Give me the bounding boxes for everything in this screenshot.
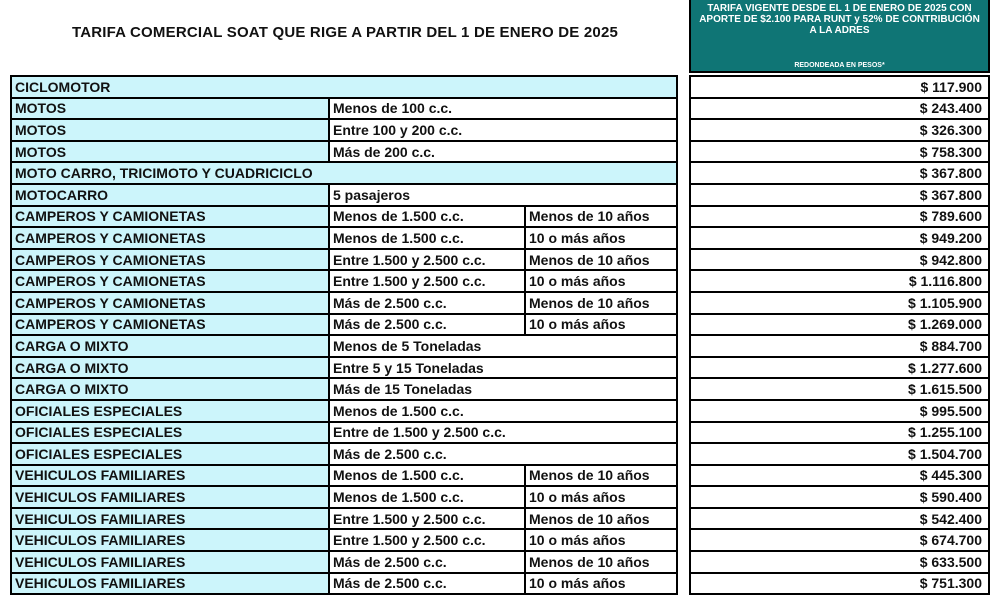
price-table [689,75,990,595]
spec-cell: Menos de 1.500 c.c. [329,227,525,249]
age-cell: 10 o más años [525,486,677,508]
vehicle-type-cell: CARGA O MIXTO [11,378,329,400]
spec-cell: Menos de 1.500 c.c. [329,206,525,228]
table-row [11,335,677,357]
price-cell: $ 326.300 [690,119,989,141]
spec-cell: Menos de 1.500 c.c. [329,400,677,422]
age-cell: 10 o más años [525,270,677,292]
vehicle-type-cell: CAMPEROS Y CAMIONETAS [11,249,329,271]
spec-cell: Menos de 100 c.c. [329,98,677,120]
table-row [11,378,677,400]
price-cell: $ 942.800 [690,249,989,271]
spec-cell: 5 pasajeros [329,184,677,206]
price-cell: $ 789.600 [690,206,989,228]
spec-cell: Entre 1.500 y 2.500 c.c. [329,270,525,292]
price-cell: $ 1.615.500 [690,378,989,400]
table-row [11,76,677,98]
price-row [690,508,989,530]
spec-cell: Más de 15 Toneladas [329,378,677,400]
table-row [11,551,677,573]
table-row [11,162,677,184]
price-cell: $ 884.700 [690,335,989,357]
age-cell: Menos de 10 años [525,465,677,487]
vehicle-type-cell: VEHICULOS FAMILIARES [11,486,329,508]
price-row [690,573,989,595]
spec-cell: Entre 100 y 200 c.c. [329,119,677,141]
spec-cell: Entre de 1.500 y 2.500 c.c. [329,422,677,444]
spec-cell: Entre 5 y 15 Toneladas [329,357,677,379]
age-cell: Menos de 10 años [525,551,677,573]
price-row [690,76,989,98]
price-row [690,162,989,184]
table-row [11,486,677,508]
table-row [11,141,677,163]
price-row [690,184,989,206]
spec-cell: Más de 2.500 c.c. [329,573,525,595]
tariff-column-header [689,0,990,73]
spec-cell: Entre 1.500 y 2.500 c.c. [329,249,525,271]
price-row [690,335,989,357]
vehicle-type-cell: CARGA O MIXTO [11,335,329,357]
price-cell: $ 1.105.900 [690,292,989,314]
vehicle-type-cell: CAMPEROS Y CAMIONETAS [11,206,329,228]
price-cell: $ 995.500 [690,400,989,422]
price-cell: $ 367.800 [690,162,989,184]
price-row [690,270,989,292]
table-row [11,119,677,141]
vehicle-category-table [10,75,678,595]
age-cell: Menos de 10 años [525,206,677,228]
spec-cell: Más de 2.500 c.c. [329,314,525,336]
price-row [690,378,989,400]
price-row [690,357,989,379]
vehicle-type-cell: VEHICULOS FAMILIARES [11,508,329,530]
price-row [690,486,989,508]
vehicle-type-cell: CICLOMOTOR [11,76,677,98]
table-row [11,443,677,465]
spec-cell: Más de 200 c.c. [329,141,677,163]
price-row [690,119,989,141]
vehicle-type-cell: CAMPEROS Y CAMIONETAS [11,270,329,292]
vehicle-type-cell: VEHICULOS FAMILIARES [11,465,329,487]
vehicle-type-cell: VEHICULOS FAMILIARES [11,529,329,551]
price-cell: $ 445.300 [690,465,989,487]
price-row [690,249,989,271]
vehicle-type-cell: VEHICULOS FAMILIARES [11,551,329,573]
age-cell: Menos de 10 años [525,292,677,314]
age-cell: Menos de 10 años [525,508,677,530]
table-row [11,357,677,379]
spec-cell: Menos de 5 Toneladas [329,335,677,357]
tariff-header-text: TARIFA VIGENTE DESDE EL 1 DE ENERO DE 2025 CON APORTE DE $2.100 PARA RUNT y 52% DE CONTRIBUCIÓN A LA ADRES [699,3,980,36]
table-row [11,98,677,120]
price-row [690,98,989,120]
vehicle-type-cell: CAMPEROS Y CAMIONETAS [11,292,329,314]
vehicle-type-cell: VEHICULOS FAMILIARES [11,573,329,595]
age-cell: 10 o más años [525,314,677,336]
price-row [690,227,989,249]
table-row [11,529,677,551]
table-row [11,227,677,249]
spec-cell: Más de 2.500 c.c. [329,292,525,314]
vehicle-type-cell: OFICIALES ESPECIALES [11,400,329,422]
vehicle-type-cell: MOTOS [11,119,329,141]
price-row [690,314,989,336]
table-row [11,400,677,422]
price-cell: $ 633.500 [690,551,989,573]
table-row [11,206,677,228]
price-cell: $ 590.400 [690,486,989,508]
table-row [11,422,677,444]
price-cell: $ 751.300 [690,573,989,595]
table-row [11,314,677,336]
price-cell: $ 758.300 [690,141,989,163]
tariff-header-subtext: REDONDEADA EN PESOS* [794,62,885,69]
vehicle-type-cell: CAMPEROS Y CAMIONETAS [11,227,329,249]
price-row [690,400,989,422]
age-cell: 10 o más años [525,227,677,249]
table-row [11,508,677,530]
price-row [690,443,989,465]
vehicle-type-cell: MOTOCARRO [11,184,329,206]
spec-cell: Menos de 1.500 c.c. [329,465,525,487]
price-cell: $ 243.400 [690,98,989,120]
price-cell: $ 1.277.600 [690,357,989,379]
price-cell: $ 1.269.000 [690,314,989,336]
age-cell: Menos de 10 años [525,249,677,271]
price-row [690,422,989,444]
table-row [11,465,677,487]
price-cell: $ 674.700 [690,529,989,551]
table-row [11,249,677,271]
spec-cell: Más de 2.500 c.c. [329,443,677,465]
spec-cell: Más de 2.500 c.c. [329,551,525,573]
price-row [690,465,989,487]
page-title: TARIFA COMERCIAL SOAT QUE RIGE A PARTIR DEL 1 DE ENERO DE 2025 [71,24,619,41]
price-cell: $ 1.255.100 [690,422,989,444]
price-cell: $ 117.900 [690,76,989,98]
vehicle-type-cell: MOTOS [11,98,329,120]
spec-cell: Entre 1.500 y 2.500 c.c. [329,529,525,551]
price-row [690,292,989,314]
table-row [11,270,677,292]
price-row [690,141,989,163]
price-cell: $ 542.400 [690,508,989,530]
table-row [11,184,677,206]
price-cell: $ 367.800 [690,184,989,206]
table-row [11,573,677,595]
vehicle-type-cell: CAMPEROS Y CAMIONETAS [11,314,329,336]
vehicle-type-cell: CARGA O MIXTO [11,357,329,379]
spec-cell: Menos de 1.500 c.c. [329,486,525,508]
price-cell: $ 949.200 [690,227,989,249]
age-cell: 10 o más años [525,529,677,551]
vehicle-type-cell: MOTO CARRO, TRICIMOTO Y CUADRICICLO [11,162,677,184]
price-row [690,206,989,228]
price-cell: $ 1.504.700 [690,443,989,465]
table-row [11,292,677,314]
spec-cell: Entre 1.500 y 2.500 c.c. [329,508,525,530]
price-cell: $ 1.116.800 [690,270,989,292]
price-row [690,529,989,551]
age-cell: 10 o más años [525,573,677,595]
vehicle-type-cell: OFICIALES ESPECIALES [11,443,329,465]
vehicle-type-cell: MOTOS [11,141,329,163]
vehicle-type-cell: OFICIALES ESPECIALES [11,422,329,444]
price-row [690,551,989,573]
